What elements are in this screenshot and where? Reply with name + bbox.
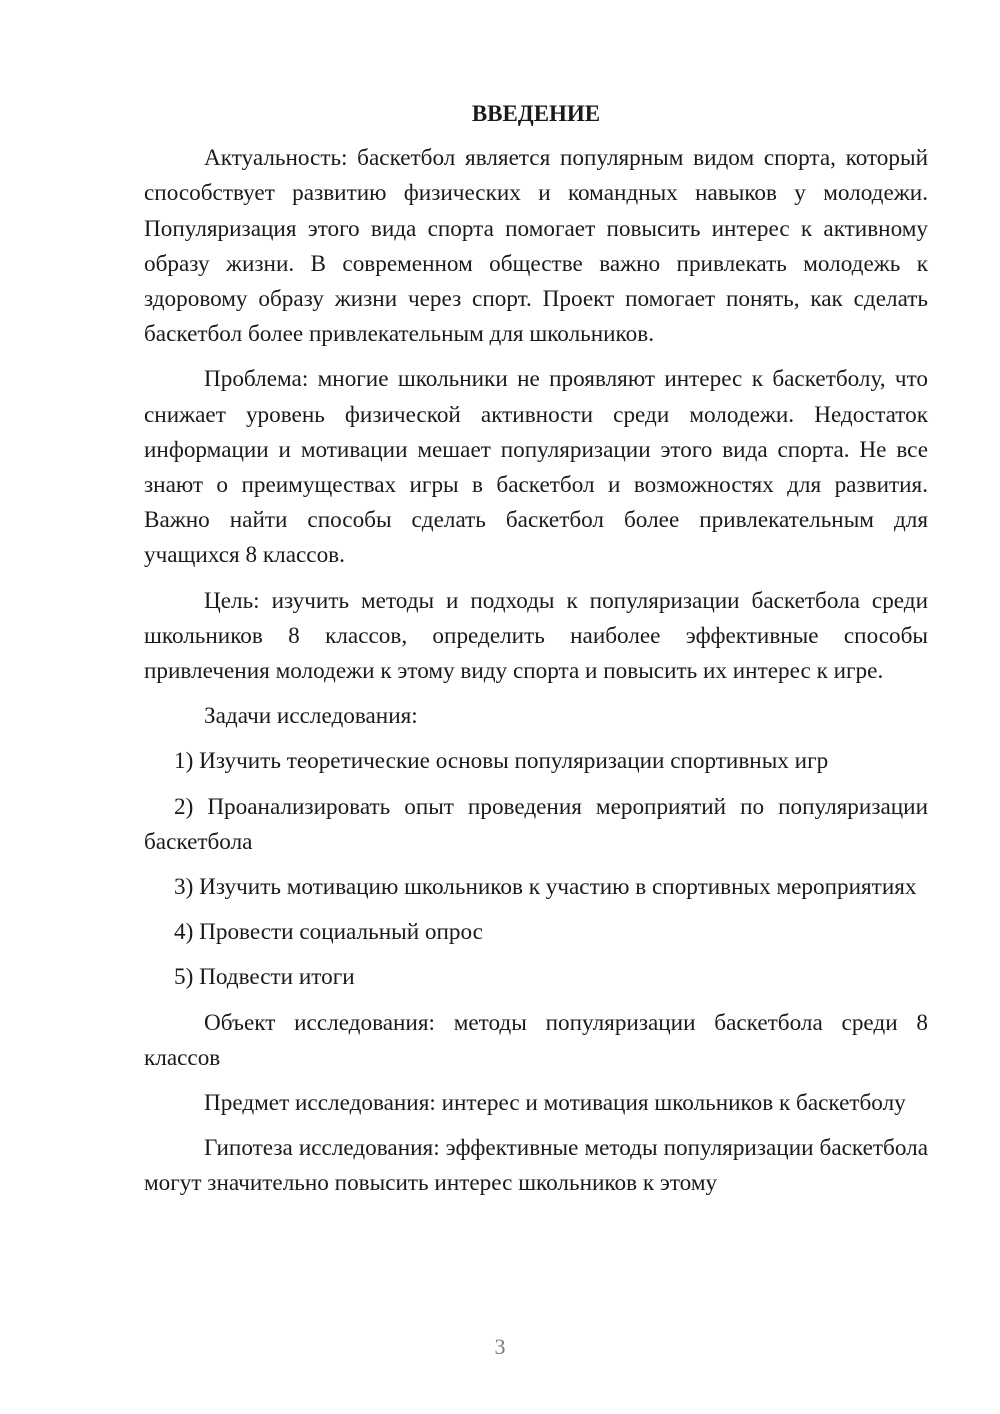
tasks-title: Задачи исследования: — [204, 703, 418, 730]
task-item: 3) Изучить мотивацию школьников к участию в спортивных мероприятиях — [174, 874, 917, 901]
page-content — [144, 96, 928, 1212]
paragraph-subject: Предмет исследования: интерес и мотивация школьников к баскетболу — [204, 1090, 906, 1117]
task-item: 1) Изучить теоретические основы популяризации спортивных игр — [174, 748, 829, 775]
paragraph-goal: Цель: изучить методы и подходы к популяризации баскетбола среди школьников 8 классов, определить наиболее эффективные способы привлечения молодежи к этому виду спорта и повысить их интерес к игре. — [144, 587, 928, 685]
task-item: 4) Провести социальный опрос — [174, 919, 483, 946]
paragraph-hypothesis: Гипотеза исследования: эффективные методы популяризации баскетбола могут значительно повысить интерес школьников к этому — [144, 1135, 928, 1197]
paragraph-relevance: Актуальность: баскетбол является популярным видом спорта, который способствует развитию физических и командных навыков у молодежи. Популяризация этого вида спорта помогает повысить интерес к активному образу жизни. В современном обществе важно привлекать молодежь к здоровому образу жизни через спорт. Проект помогает понять, как сделать баскетбол более привлекательным для школьников. — [144, 145, 928, 348]
page-number: 3 — [494, 1334, 506, 1359]
paragraph-object: Объект исследования: методы популяризации баскетбола среди 8 классов — [144, 1009, 928, 1071]
paragraph-problem: Проблема: многие школьники не проявляют интерес к баскетболу, что снижает уровень физической активности среди молодежи. Недостаток информации и мотивации мешает популяризации этого вида спорта. Не все знают о преимуществах игры в баскетбол и возможностях для развития. Важно найти способы сделать баскетбол более привлекательным для учащихся 8 классов. — [144, 366, 928, 569]
page-title: ВВЕДЕНИЕ — [471, 101, 601, 126]
task-item: 5) Подвести итоги — [174, 964, 355, 991]
task-item: 2) Проанализировать опыт проведения мероприятий по популяризации баскетбола — [144, 793, 928, 855]
